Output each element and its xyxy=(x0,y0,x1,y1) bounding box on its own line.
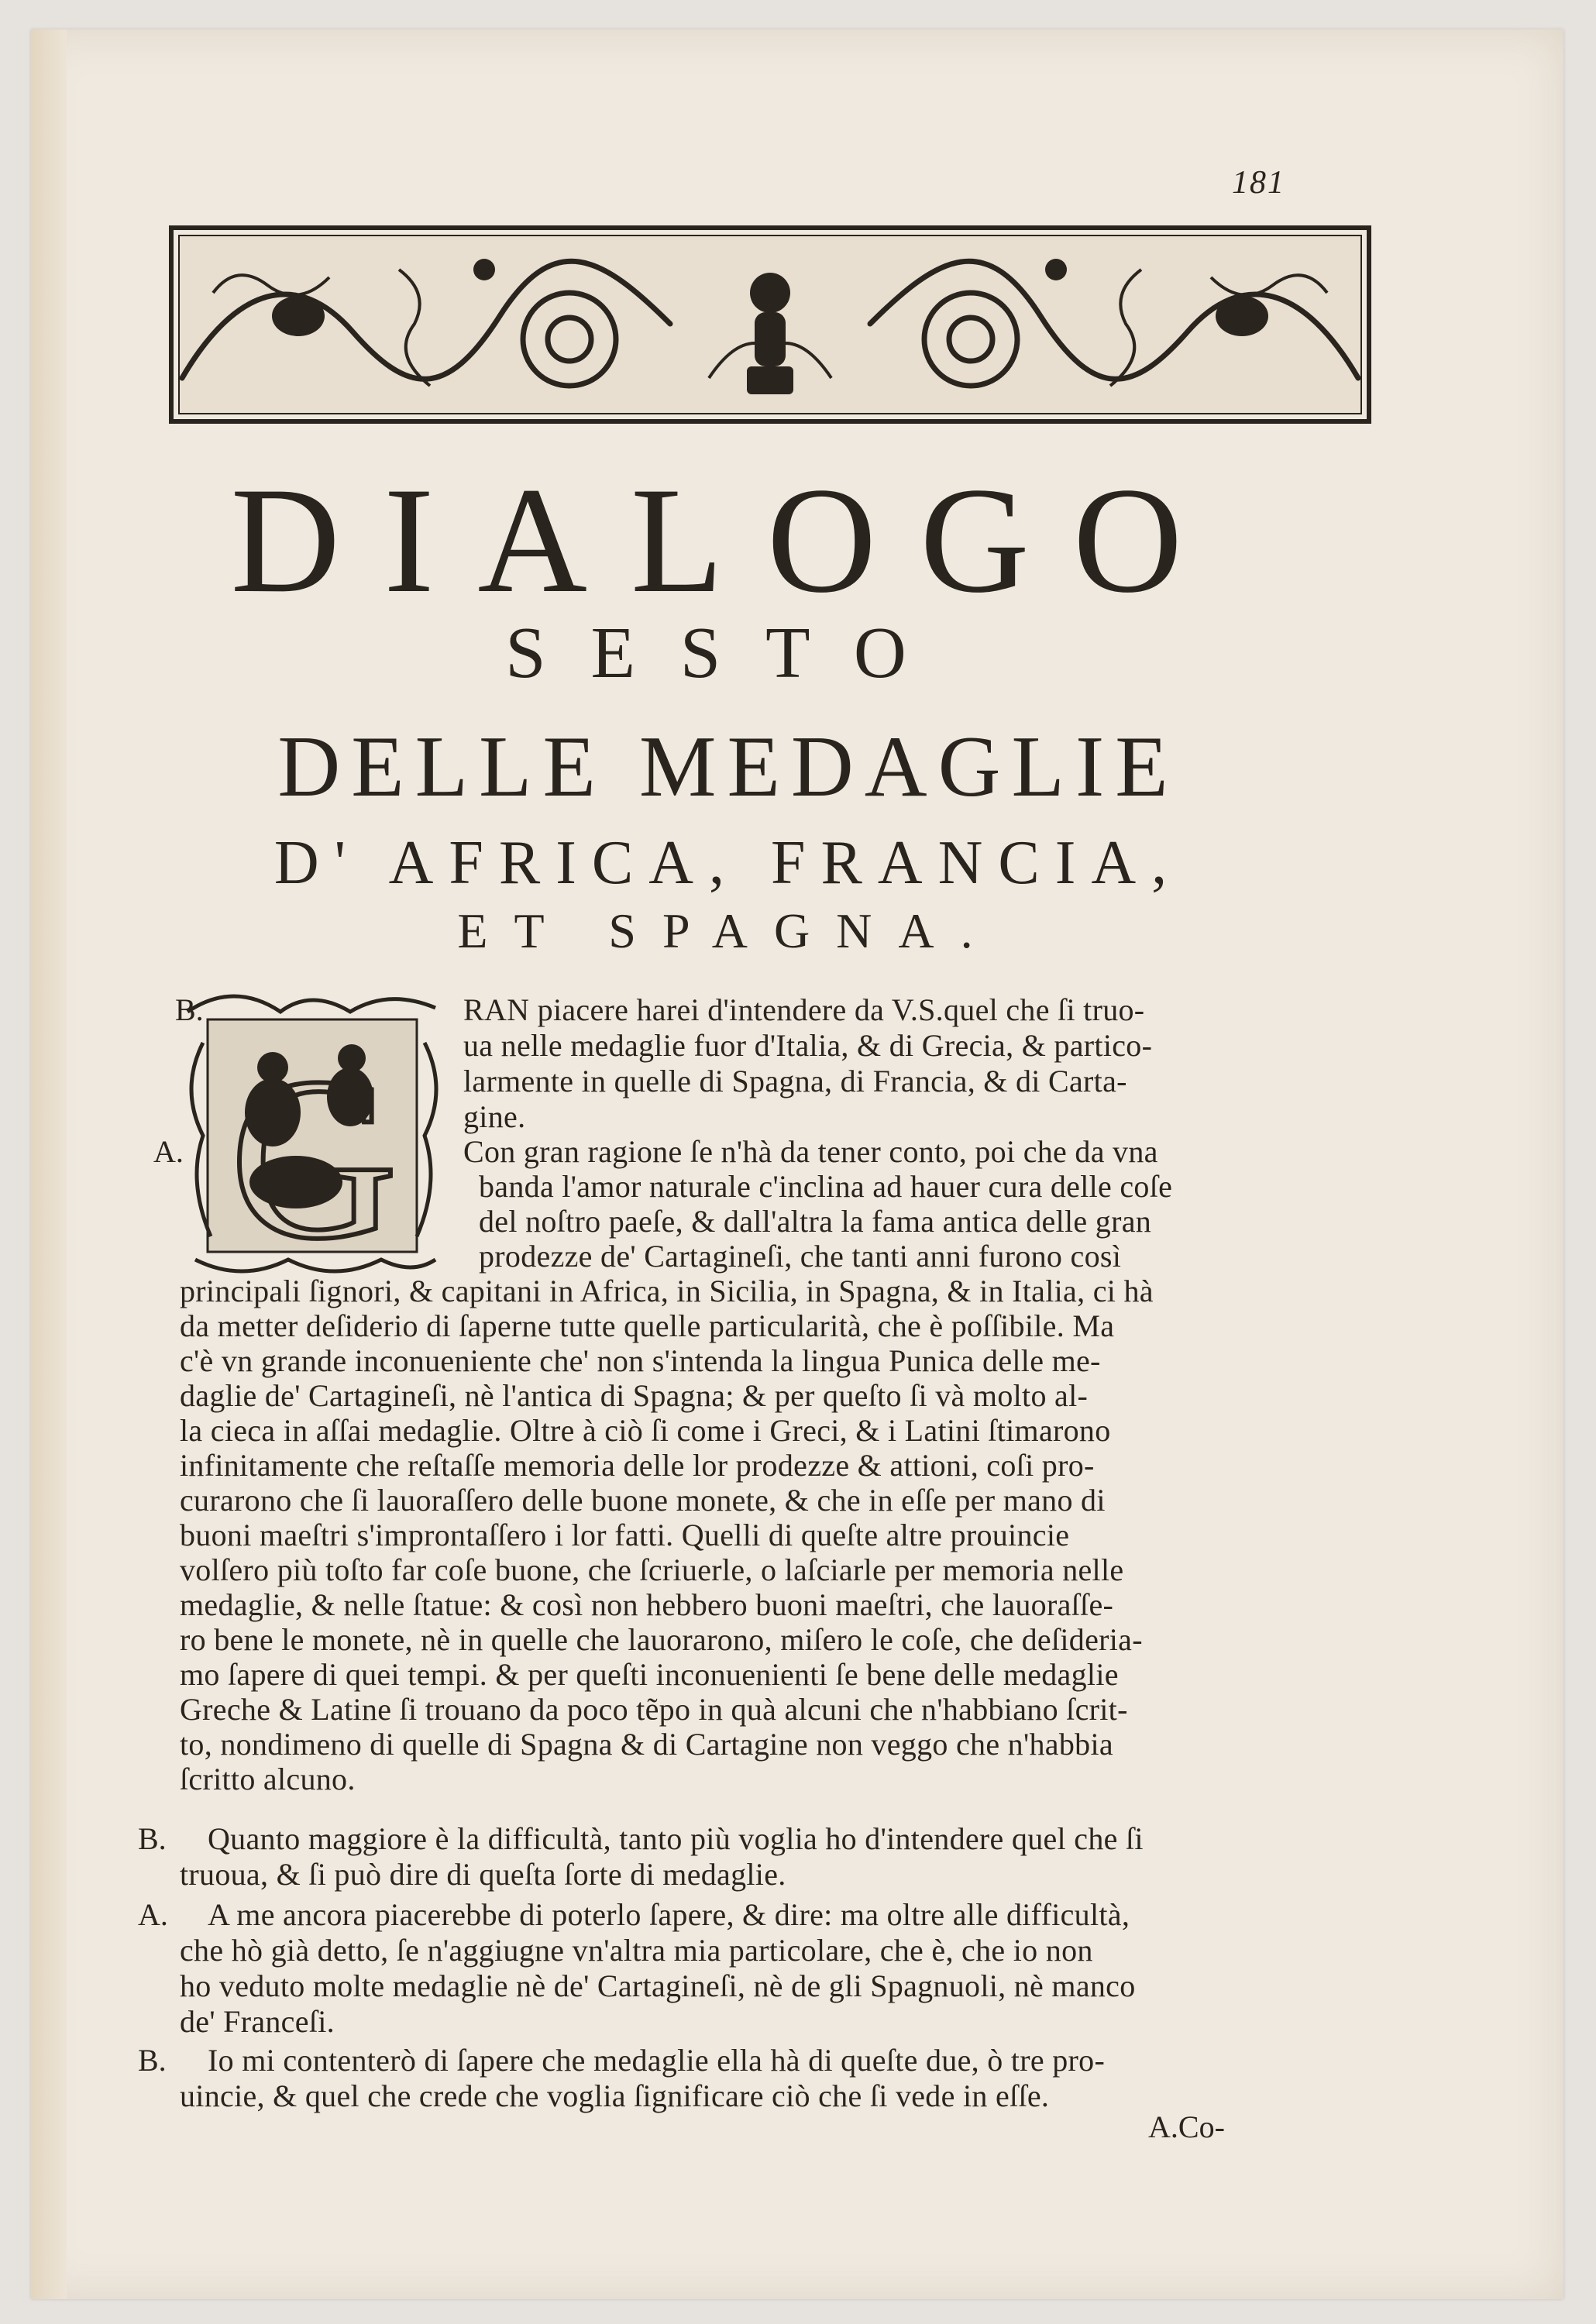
initial-letter-glyph: G xyxy=(229,1030,398,1283)
text-line: RAN piacere harei d'intendere da V.S.quel che ſi truo- xyxy=(463,992,1145,1027)
page-number: 181 xyxy=(1232,165,1285,201)
text-line: gine. xyxy=(463,1099,526,1134)
decorated-initial-letter xyxy=(180,981,448,1283)
text-line: ſcritto alcuno. xyxy=(180,1762,356,1796)
catchword: A.Co- xyxy=(1148,2109,1225,2144)
speaker-label: A. xyxy=(153,1134,184,1169)
text-line: principali ſignori, & capitani in Africa, in Sicilia, in Spagna, & in Italia, ci hà xyxy=(180,1274,1154,1308)
text-line: to, nondimeno di quelle di Spagna & di Cartagine non veggo che n'habbia xyxy=(180,1727,1113,1762)
text-line: che hò già detto, ſe n'aggiugne vn'altra mia particolare, che è, che io non xyxy=(180,1933,1093,1968)
text-line: volſero più toſto far coſe buone, che ſcriuerle, o laſciarle per memoria nelle xyxy=(180,1552,1124,1587)
text-line: curarono che ſi lauoraſſero delle buone monete, & che in eſſe per mano di xyxy=(180,1483,1106,1518)
text-line: infinitamente che reſtaſſe memoria delle lor prodezze & attioni, coſi pro- xyxy=(180,1448,1095,1483)
text-line: banda l'amor naturale c'inclina ad hauer cura delle coſe xyxy=(479,1169,1173,1204)
title-line-4: D' AFRICA, FRANCIA, xyxy=(273,829,1183,897)
text-line: Io mi contenterò di ſapere che medaglie ella hà di queſte due, ò tre pro- xyxy=(208,2043,1106,2078)
text-line: ho veduto molte medaglie nè de' Cartagineſi, nè de gli Spagnuoli, nè manco xyxy=(180,1968,1136,2003)
title-line-3: DELLE MEDAGLIE xyxy=(277,719,1179,815)
title-line-5: ET SPAGNA. xyxy=(457,903,999,958)
text-line: ua nelle medaglie fuor d'Italia, & di Grecia, & partico- xyxy=(463,1028,1153,1063)
title-main: DIALOGO xyxy=(230,456,1226,624)
text-line: Greche & Latine ſi trouano da poco tẽpo in quà alcuni che n'habbiano ſcrit- xyxy=(180,1692,1128,1727)
text-line: uincie, & quel che crede che voglia ſignificare ciò che ſi vede in eſſe. xyxy=(180,2078,1050,2113)
text-line: de' Franceſi. xyxy=(180,2004,335,2039)
text-line: buoni maeſtri s'improntaſſero i lor fatti. Quelli di queſte altre prouincie xyxy=(180,1518,1070,1552)
text-line: daglie de' Cartagineſi, nè l'antica di Spagna; & per queſto ſi và molto al- xyxy=(180,1378,1089,1413)
text-line: la cieca in aſſai medaglie. Oltre à ciò ſi come i Greci, & i Latini ſtimarono xyxy=(180,1413,1111,1448)
text-line: ro bene le monete, nè in quelle che lauorarono, miſero le coſe, che deſideria- xyxy=(180,1622,1143,1657)
text-line: del noſtro paeſe, & dall'altra la fama antica delle gran xyxy=(479,1204,1152,1239)
text-line: prodezze de' Cartagineſi, che tanti anni furono così xyxy=(479,1239,1122,1274)
speaker-label: B. xyxy=(175,992,204,1027)
text-line: A me ancora piacerebbe di poterlo ſapere, & dire: ma oltre alle difficultà, xyxy=(208,1897,1130,1932)
paper-edge xyxy=(31,29,67,2299)
title-subtitle: SESTO xyxy=(505,613,951,693)
text-line: mo ſapere di quei tempi. & per queſti inconuenienti ſe bene delle medaglie xyxy=(180,1657,1119,1692)
text-line: Quanto maggiore è la difficultà, tanto più voglia ho d'intendere quel che ſi xyxy=(208,1821,1144,1856)
ornamental-headpiece xyxy=(167,223,1374,426)
speaker-label: B. xyxy=(138,2043,167,2078)
text-line: c'è vn grande inconueniente che' non s'intenda la lingua Punica delle me- xyxy=(180,1343,1101,1378)
text-line: larmente in quelle di Spagna, di Francia, & di Carta- xyxy=(463,1064,1127,1098)
text-line: truoua, & ſi può dire di queſta ſorte di medaglie. xyxy=(180,1857,786,1892)
text-line: medaglie, & nelle ſtatue: & così non hebbero buoni maeſtri, che lauoraſſe- xyxy=(180,1587,1114,1622)
text-line: da metter deſiderio di ſaperne tutte quelle particularità, che è poſſibile. Ma xyxy=(180,1308,1115,1343)
text-line: Con gran ragione ſe n'hà da tener conto, poi che da vna xyxy=(463,1134,1158,1169)
speaker-label: A. xyxy=(138,1897,168,1932)
speaker-label: B. xyxy=(138,1821,167,1856)
